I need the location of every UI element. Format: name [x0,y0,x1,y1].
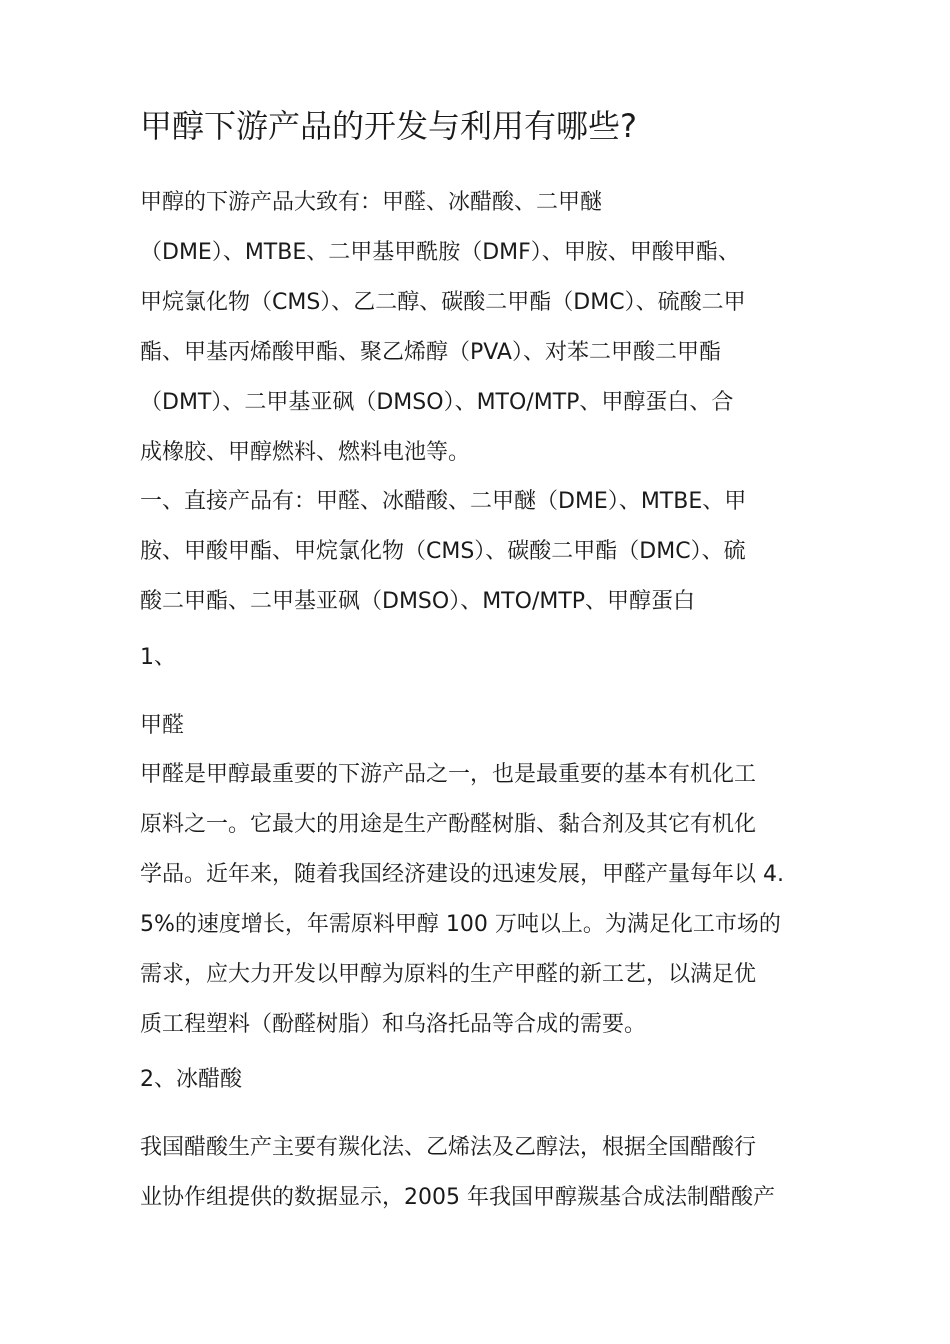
text-line: 酸二甲酯、二甲基亚砜（DMSO）、MTO/MTP、甲醇蛋白 [140,589,696,614]
text-line: 成橡胶、甲醇燃料、燃料电池等。 [140,440,471,465]
direct-products-paragraph [140,477,830,627]
text-line: 原料之一。它最大的用途是生产酚醛树脂、黏合剂及其它有机化 [140,812,757,837]
text-line: 胺、甲酸甲酯、甲烷氯化物（CMS）、碳酸二甲酯（DMC）、硫 [140,539,746,564]
item-1-title: 甲醛 [140,713,185,738]
text-line: （DMT）、二甲基亚砜（DMSO）、MTO/MTP、甲醇蛋白、合 [140,390,734,415]
text-line: 质工程塑料（酚醛树脂）和乌洛托品等合成的需要。 [140,1012,647,1037]
text-line: 一、直接产品有：甲醛、冰醋酸、二甲醚（DME）、MTBE、甲 [140,489,747,514]
intro-paragraph [140,178,830,478]
item-1-paragraph [140,750,830,1050]
text-line: 需求，应大力开发以甲醇为原料的生产甲醛的新工艺，以满足优 [140,962,757,987]
item-2-heading: 2、冰醋酸 [140,1067,242,1092]
text-line: 业协作组提供的数据显示，2005 年我国甲醇羰基合成法制醋酸产 [140,1185,775,1210]
text-line: 5%的速度增长，年需原料甲醇 100 万吨以上。为满足化工市场的 [140,912,781,937]
document-title: 甲醇下游产品的开发与利用有哪些? [140,107,637,145]
text-line: 甲醛是甲醇最重要的下游产品之一，也是最重要的基本有机化工 [140,762,757,787]
text-line: 酯、甲基丙烯酸甲酯、聚乙烯醇（PVA）、对苯二甲酸二甲酯 [140,340,721,365]
item-1-number: 1、 [140,645,176,670]
text-line: 甲醇的下游产品大致有：甲醛、冰醋酸、二甲醚 [140,190,603,215]
text-line: 我国醋酸生产主要有羰化法、乙烯法及乙醇法，根据全国醋酸行 [140,1135,757,1160]
text-line: （DME）、MTBE、二甲基甲酰胺（DMF）、甲胺、甲酸甲酯、 [140,240,740,265]
item-2-paragraph [140,1123,830,1223]
text-line: 学品。近年来，随着我国经济建设的迅速发展，甲醛产量每年以 4. [140,862,784,887]
text-line: 甲烷氯化物（CMS）、乙二醇、碳酸二甲酯（DMC）、硫酸二甲 [140,290,746,315]
